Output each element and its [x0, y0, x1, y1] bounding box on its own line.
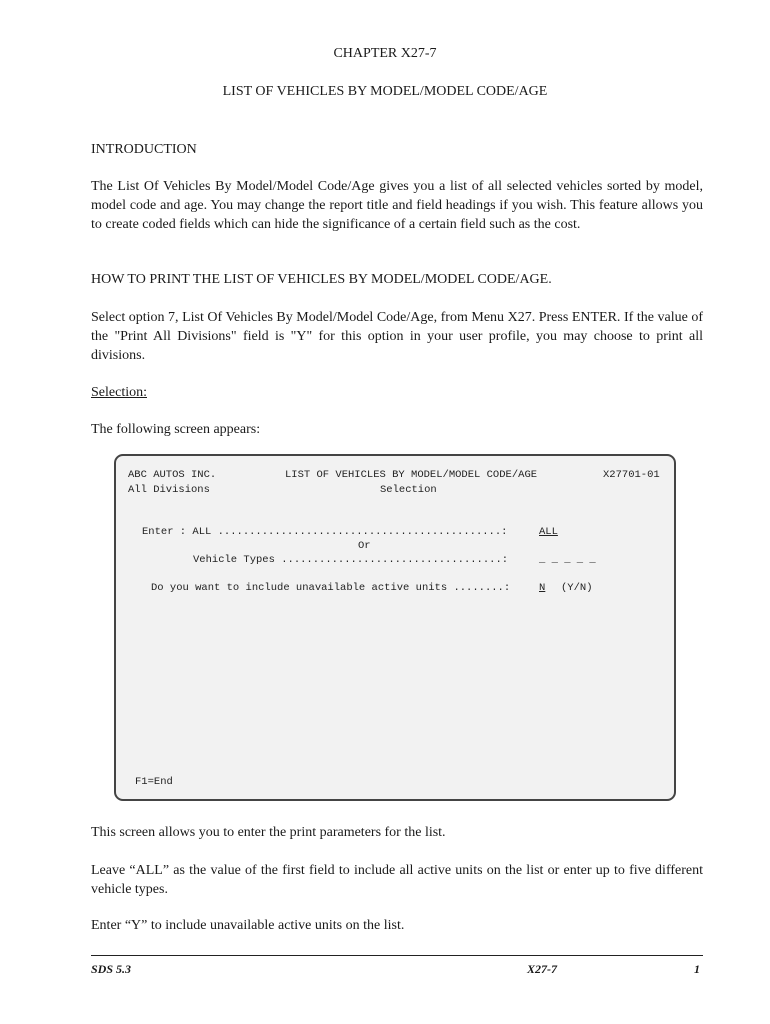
- all-field-paragraph: Leave “ALL” as the value of the first field to include all active units on the list or enter up to five different vehicle types.: [91, 863, 703, 897]
- report-title: LIST OF VEHICLES BY MODEL/MODEL CODE/AGE: [285, 469, 538, 481]
- enter-field-label: Enter : ALL .............................................:: [142, 526, 508, 538]
- footer-divider: [91, 955, 703, 956]
- unavailable-field-paragraph: Enter “Y” to include unavailable active units on the list.: [91, 918, 405, 933]
- unavailable-units-label: Do you want to include unavailable active units ........:: [151, 582, 511, 594]
- introduction-paragraph: The List Of Vehicles By Model/Model Code/Age gives you a list of all selected vehicles sorted by model, model code and age. You may change the report title and field headings if you wish. This feature allows you to create coded fields which can hide the significance of a certain field such as the cost.: [91, 179, 703, 232]
- screen-name: Selection: [380, 484, 437, 496]
- footer-page-number: 1: [694, 962, 700, 976]
- vehicle-types-input[interactable]: _ _ _ _ _: [539, 554, 596, 566]
- footer-version: SDS 5.3: [91, 962, 132, 976]
- program-id: X27701-01: [603, 469, 660, 481]
- footer-chapter: X27-7: [527, 962, 557, 976]
- divisions-label: All Divisions: [128, 484, 210, 496]
- or-label: Or: [358, 540, 371, 552]
- section-heading-how-to-print: HOW TO PRINT THE LIST OF VEHICLES BY MODEL/MODEL CODE/AGE.: [91, 272, 552, 287]
- screen-description-paragraph: This screen allows you to enter the print parameters for the list.: [91, 825, 446, 840]
- section-heading-introduction: INTRODUCTION: [91, 142, 197, 157]
- selection-label: Selection:: [91, 385, 147, 400]
- page-subtitle: LIST OF VEHICLES BY MODEL/MODEL CODE/AGE: [222, 84, 548, 99]
- vehicle-types-label: Vehicle Types ...................................:: [193, 554, 509, 566]
- terminal-screen: [114, 454, 676, 801]
- how-to-print-paragraph: Select option 7, List Of Vehicles By Model/Model Code/Age, from Menu X27. Press ENTER. If the value of the "Print All Divisions" field is "Y" for this option in your user profile, you may choose to print all divisions.: [91, 310, 703, 363]
- unavailable-units-hint: (Y/N): [561, 582, 593, 594]
- unavailable-units-input[interactable]: N: [539, 582, 546, 594]
- chapter-title: CHAPTER X27-7: [333, 46, 437, 61]
- screen-appears-text: The following screen appears:: [91, 422, 261, 437]
- enter-field-input[interactable]: ALL: [539, 526, 558, 538]
- company-name: ABC AUTOS INC.: [128, 469, 217, 481]
- f1-end-key[interactable]: F1=End: [135, 776, 173, 788]
